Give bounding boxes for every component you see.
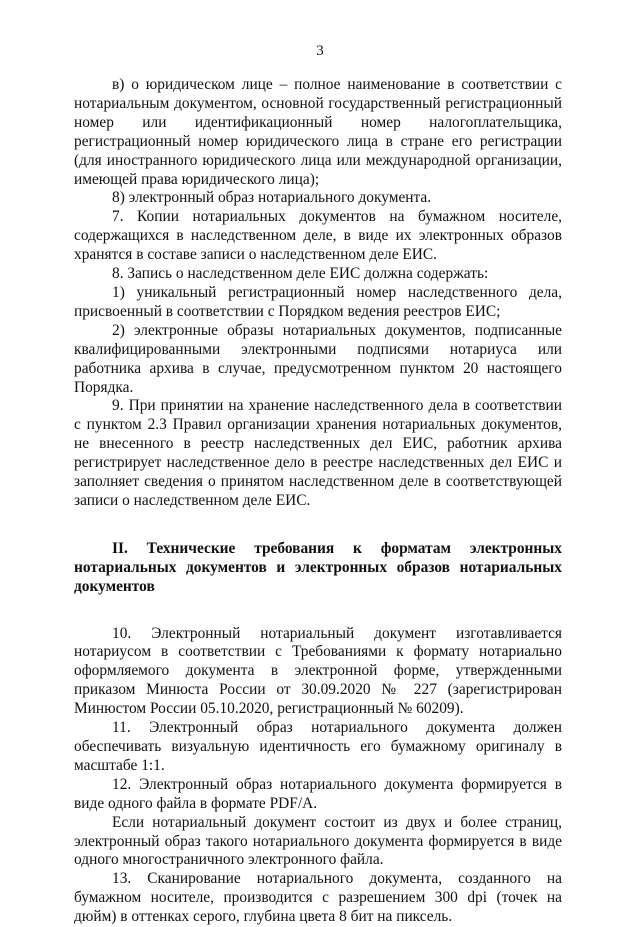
spacer bbox=[74, 597, 562, 625]
paragraph-clause-8: 8. Запись о наследственном деле ЕИС должна содержать: bbox=[112, 265, 489, 283]
paragraph-clause-12: 12. Электронный образ нотариального документа формируется в виде одного файла в формате PDF/A. bbox=[74, 775, 562, 812]
spacer bbox=[74, 511, 562, 540]
paragraph-clause-8-item-1: 1) уникальный регистрационный номер наследственного дела, присвоенный в соответствии с Порядком ведения реестров ЕИС; bbox=[74, 283, 562, 320]
paragraph-clause-9: 9. При принятии на хранение наследственного дела в соответствии с пунктом 2.3 Правил организации хранения нотариальных документов, не внесенного в реестр наследственных дел ЕИС, работник архива регистрирует наследственное дело в реестре наследственных дел ЕИС и заполняет сведения о принятом наследственном деле в соответствующей записи о наследственном деле ЕИС. bbox=[74, 397, 562, 509]
paragraph-clause-11: 11. Электронный образ нотариального документа должен обеспечивать визуальную идентичность его бумажному оригиналу в масштабе 1:1. bbox=[74, 719, 562, 774]
document-body bbox=[74, 76, 562, 927]
paragraph-clause-10: 10. Электронный нотариальный документ изготавливается нотариусом в соответствии с Требованиями к формату нотариально оформляемого документа в электронной форме, утвержденными приказом Минюста России от 30.09.2020 № 227 (зарегистрирован Минюстом России 05.10.2020, регистрационный № 60209). bbox=[74, 624, 562, 718]
paragraph-clause-8-item-2: 2) электронные образы нотариальных документов, подписанные квалифицированными электронными подписями нотариуса или работника архива в случае, предусмотренном пунктом 20 настоящего Порядка. bbox=[74, 321, 562, 396]
section-heading: II. Технические требования к форматам электронных нотариальных документов и электронных образов нотариальных документов bbox=[74, 539, 562, 595]
paragraph-item-8: 8) электронный образ нотариального документа. bbox=[112, 189, 432, 207]
page-number: 3 bbox=[316, 43, 324, 59]
paragraph-clause-13: 13. Сканирование нотариального документа, созданного на бумажном носителе, производится с разрешением 300 dpi (точек на дюйм) в оттенках серого, глубина цвета 8 бит на пиксель. bbox=[74, 870, 562, 926]
paragraph-multipage: Если нотариальный документ состоит из двух и более страниц, электронный образ такого нотариального документа формируется в виде одного многостраничного электронного файла. bbox=[74, 813, 562, 869]
paragraph-legal-entity: в) о юридическом лице – полное наименование в соответствии с нотариальным документом, основной государственный регистрационный номер или идентификационный номер налогоплательщика, регистрационный номер юридического лица в стране его регистрации (для иностранного юридического лица или международной организации, имеющей права юридического лица); bbox=[74, 76, 562, 188]
paragraph-clause-7: 7. Копии нотариальных документов на бумажном носителе, содержащихся в наследственном деле, в виде их электронных образов хранятся в составе записи о наследственном деле ЕИС. bbox=[74, 208, 562, 264]
